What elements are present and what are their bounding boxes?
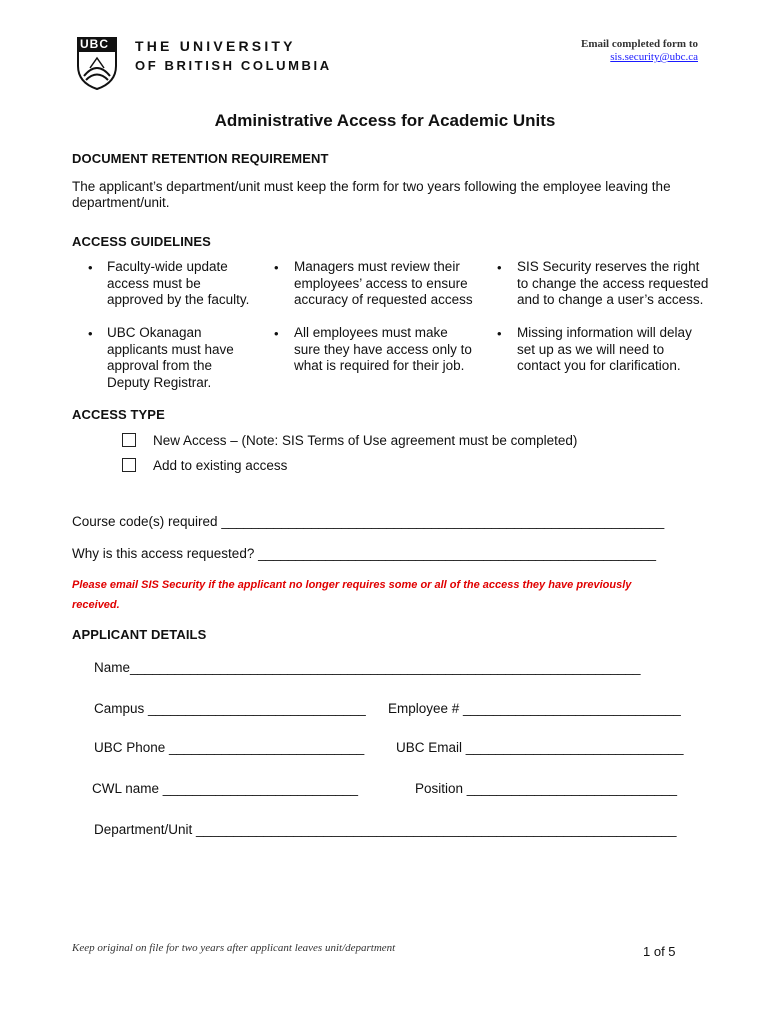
position-field[interactable]: Position ____________________________ (415, 781, 678, 796)
ubc-email-field[interactable]: UBC Email _____________________________ (396, 740, 684, 755)
course-codes-field[interactable]: Course code(s) required ___________________________________________________________ (72, 514, 665, 529)
notice-line2: received. (72, 599, 120, 611)
cwl-name-field[interactable]: CWL name __________________________ (92, 781, 358, 796)
guideline-item: Missing information will delay set up as we will need to contact you for clarification. (517, 325, 692, 373)
page-number: 1 of 5 (643, 944, 676, 959)
why-requested-field[interactable]: Why is this access requested? _____________________________________________________ (72, 546, 657, 561)
retention-text-line1: The applicant’s department/unit must keep the form for two years following the employee leaving the (72, 179, 671, 194)
ubc-logo (76, 36, 118, 90)
access-type-heading: ACCESS TYPE (72, 407, 165, 422)
bullet: • (274, 326, 279, 341)
page-title: Administrative Access for Academic Units (214, 111, 556, 130)
name-field[interactable]: Name____________________________________________________________________ (94, 660, 641, 675)
notice-line1: Please email SIS Security if the applicant no longer requires some or all of the access they have previously (72, 579, 632, 591)
guideline-item: UBC Okanagan applicants must have approval from the Deputy Registrar. (107, 325, 234, 390)
footer-note: Keep original on file for two years after applicant leaves unit/department (72, 942, 396, 954)
guidelines-heading: ACCESS GUIDELINES (72, 234, 211, 249)
guideline-item: SIS Security reserves the right to change the access requested and to change a user’s access. (517, 259, 709, 307)
bullet: • (497, 326, 502, 341)
email-link[interactable]: sis.security@ubc.ca (610, 51, 698, 63)
university-name-line1: THE UNIVERSITY (135, 38, 296, 54)
new-access-checkbox[interactable] (122, 433, 136, 447)
bullet: • (497, 260, 502, 275)
add-existing-access-checkbox[interactable] (122, 458, 136, 472)
retention-text-line2: department/unit. (72, 195, 170, 210)
bullet: • (88, 260, 93, 275)
ubc-phone-field[interactable]: UBC Phone __________________________ (94, 740, 365, 755)
guideline-item: Managers must review their employees’ access to ensure accuracy of requested access (294, 259, 473, 307)
employee-number-field[interactable]: Employee # _____________________________ (388, 701, 681, 716)
campus-field[interactable]: Campus _____________________________ (94, 701, 366, 716)
guideline-item: All employees must make sure they have access only to what is required for their job. (294, 325, 472, 373)
university-name-line2: OF BRITISH COLUMBIA (135, 58, 332, 73)
retention-heading: DOCUMENT RETENTION REQUIREMENT (72, 151, 329, 166)
bullet: • (274, 260, 279, 275)
bullet: • (88, 326, 93, 341)
applicant-heading: APPLICANT DETAILS (72, 627, 207, 642)
email-instruction: Email completed form to (581, 38, 698, 50)
guideline-item: Faculty-wide update access must be approved by the faculty. (107, 259, 250, 307)
department-field[interactable]: Department/Unit ________________________________________________________________ (94, 822, 677, 837)
add-existing-access-label: Add to existing access (153, 458, 288, 473)
new-access-label: New Access – (Note: SIS Terms of Use agreement must be completed) (153, 433, 578, 448)
logo-text: UBC (80, 37, 109, 51)
